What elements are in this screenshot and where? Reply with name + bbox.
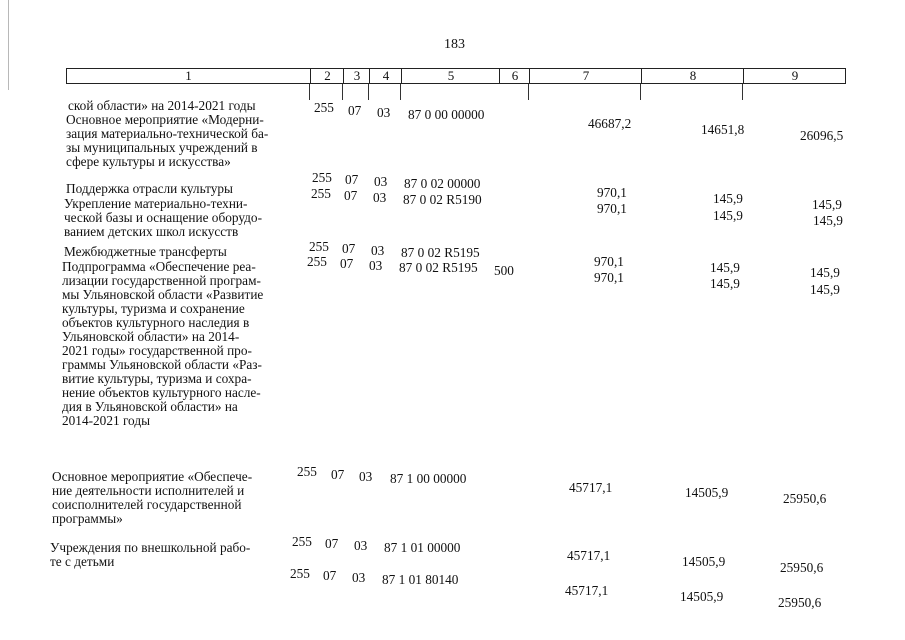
cell-col-7: 970,1 <box>597 185 627 200</box>
cell-col-5: 87 1 01 00000 <box>384 540 461 555</box>
cell-col-9: 26096,5 <box>800 128 844 143</box>
cell-col-9: 25950,6 <box>778 595 822 610</box>
column-number-header <box>66 68 846 84</box>
description-line: 2014-2021 годы <box>62 413 151 428</box>
scan-edge-line <box>8 0 9 90</box>
row-description <box>66 113 302 169</box>
description-line: граммы Ульяновской области «Раз- <box>62 357 262 372</box>
row-description <box>50 541 280 569</box>
cell-col-4: 03 <box>373 190 387 205</box>
cell-col-7: 970,1 <box>594 254 624 269</box>
cell-col-8: 145,9 <box>713 191 743 206</box>
description-line: Поддержка отрасли культуры <box>66 181 233 196</box>
column-rule <box>528 84 529 100</box>
description-line: Основное мероприятие «Модерни- <box>66 112 264 127</box>
cell-col-9: 25950,6 <box>780 560 824 575</box>
cell-col-4: 03 <box>359 469 373 484</box>
cell-col-2: 255 <box>309 239 329 254</box>
description-line: лизации государственной програм- <box>62 273 261 288</box>
cell-col-4: 03 <box>371 243 385 258</box>
cell-col-8: 145,9 <box>713 208 743 223</box>
cell-col-8: 145,9 <box>710 260 740 275</box>
cell-col-8: 14505,9 <box>680 589 724 604</box>
cell-col-2: 255 <box>311 186 331 201</box>
cell-col-2: 255 <box>314 100 334 115</box>
cell-col-4: 03 <box>354 538 368 553</box>
column-rule <box>742 84 743 100</box>
cell-col-3: 07 <box>345 172 359 187</box>
cell-col-5: 87 0 02 R5195 <box>401 245 480 260</box>
row-description <box>64 197 300 239</box>
description-line: Укрепление материально-техни- <box>64 196 248 211</box>
description-line: Основное мероприятие «Обеспече- <box>52 469 253 484</box>
cell-col-7: 45717,1 <box>569 480 613 495</box>
cell-col-9: 25950,6 <box>783 491 827 506</box>
cell-col-7: 970,1 <box>594 270 624 285</box>
description-line: зация материально-технической ба- <box>66 126 269 141</box>
description-line: Учреждения по внешкольной рабо- <box>50 540 251 555</box>
description-line: 2021 годы» государственной про- <box>62 343 252 358</box>
cell-col-9: 145,9 <box>810 265 840 280</box>
cell-col-7: 45717,1 <box>565 583 609 598</box>
cell-col-5: 87 1 00 00000 <box>390 471 467 486</box>
cell-col-9: 145,9 <box>812 197 842 212</box>
column-rule <box>342 84 343 100</box>
cell-col-2: 255 <box>312 170 332 185</box>
description-line: Межбюджетные трансферты <box>64 244 227 259</box>
cell-col-5: 87 0 02 00000 <box>404 176 481 191</box>
description-line: зы муниципальных учреждений в <box>66 140 258 155</box>
row-description <box>64 245 300 259</box>
cell-col-8: 145,9 <box>710 276 740 291</box>
cell-col-5: 87 0 02 R5190 <box>403 192 482 207</box>
description-line: нение объектов культурного насле- <box>62 385 261 400</box>
header-col-4: 4 <box>369 69 402 83</box>
cell-col-3: 07 <box>323 568 337 583</box>
description-line: дия в Ульяновской области» на <box>62 399 238 414</box>
description-line: Подпрограмма «Обеспечение реа- <box>62 259 256 274</box>
description-line: мы Ульяновской области «Развитие <box>62 287 264 302</box>
description-line: объектов культурного наследия в <box>62 315 250 330</box>
header-col-5: 5 <box>401 69 500 83</box>
row-description <box>66 182 302 196</box>
header-col-9: 9 <box>743 69 846 83</box>
description-line: ние деятельности исполнителей и <box>52 483 245 498</box>
cell-col-8: 14505,9 <box>682 554 726 569</box>
description-line: витие культуры, туризма и сохра- <box>62 371 252 386</box>
header-col-8: 8 <box>641 69 744 83</box>
cell-col-3: 07 <box>348 103 362 118</box>
cell-col-2: 255 <box>297 464 317 479</box>
cell-col-2: 255 <box>292 534 312 549</box>
cell-col-5: 87 0 00 00000 <box>408 107 485 122</box>
cell-col-3: 07 <box>344 188 358 203</box>
description-line: ческой базы и оснащение оборудо- <box>64 210 262 225</box>
description-line: соисполнителей государственной <box>52 497 242 512</box>
cell-col-2: 255 <box>307 254 327 269</box>
description-line: сфере культуры и искусства» <box>66 154 231 169</box>
cell-col-4: 03 <box>374 174 388 189</box>
cell-col-6: 500 <box>494 263 514 278</box>
cell-col-3: 07 <box>325 536 339 551</box>
cell-col-8: 14651,8 <box>701 122 745 137</box>
cell-col-9: 145,9 <box>810 282 840 297</box>
column-rule <box>368 84 369 100</box>
cell-col-4: 03 <box>377 105 391 120</box>
cell-col-5: 87 1 01 80140 <box>382 572 459 587</box>
column-rule <box>640 84 641 100</box>
cell-col-3: 07 <box>331 467 345 482</box>
cell-col-4: 03 <box>369 258 383 273</box>
cell-col-5: 87 0 02 R5195 <box>399 260 478 275</box>
cell-col-3: 07 <box>342 241 356 256</box>
header-col-3: 3 <box>343 69 370 83</box>
description-line: Ульяновской области» на 2014- <box>62 329 240 344</box>
header-col-2: 2 <box>310 69 344 83</box>
header-col-6: 6 <box>499 69 530 83</box>
description-line: ской области» на 2014-2021 годы <box>68 98 256 113</box>
cell-col-7: 46687,2 <box>588 116 632 131</box>
page-number: 183 <box>444 37 465 52</box>
column-rule <box>400 84 401 100</box>
description-line: те с детьми <box>50 554 115 569</box>
cell-col-3: 07 <box>340 256 354 271</box>
description-line: программы» <box>52 511 123 526</box>
cell-col-7: 970,1 <box>597 201 627 216</box>
column-rule <box>309 84 310 100</box>
cell-col-4: 03 <box>352 570 366 585</box>
cell-col-9: 145,9 <box>813 213 843 228</box>
description-line: ванием детских школ искусств <box>64 224 239 239</box>
cell-col-7: 45717,1 <box>567 548 611 563</box>
header-col-7: 7 <box>529 69 642 83</box>
header-col-1: 1 <box>185 68 192 83</box>
row-description <box>68 99 308 113</box>
row-description <box>62 260 294 428</box>
cell-col-2: 255 <box>290 566 310 581</box>
cell-col-8: 14505,9 <box>685 485 729 500</box>
row-description <box>52 470 282 526</box>
description-line: культуры, туризма и сохранение <box>62 301 245 316</box>
